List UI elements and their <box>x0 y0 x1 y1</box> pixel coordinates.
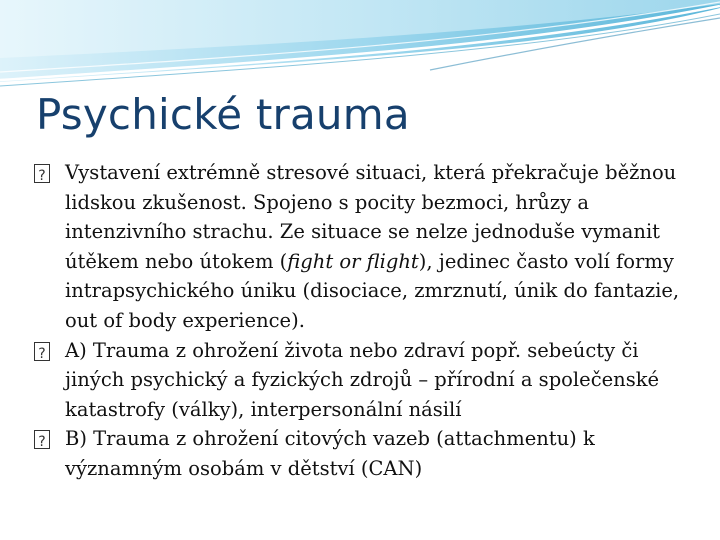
bullet-text: A) Trauma z ohrožení života nebo zdraví popř. sebeúcty či jiných psychický a fyzických zdrojů – přírodní a společenské katastrofy (války), interpersonální násilí <box>65 338 660 421</box>
bullet-text-italic: fight or flight <box>287 249 419 273</box>
bullet-item-type-b <box>34 424 694 483</box>
header-wave-decoration <box>0 0 720 90</box>
bullet-text-before: Vystavení extrémně stresové situaci, která překračuje běžnou lidskou zkušenost. Spojeno s pocity bezmoci, hrůzy a intenzivního strachu. Ze situace se nelze jednoduše vymanit útěkem nebo útokem ( <box>65 161 677 273</box>
bullet-item-type-a <box>34 336 694 425</box>
bullet-item-definition <box>34 158 694 336</box>
page-title: Psychické trauma <box>36 90 410 139</box>
missing-glyph-icon <box>34 342 50 361</box>
bullet-text: B) Trauma z ohrožení citových vazeb (attachmentu) k významným osobám v dětství (CAN) <box>65 427 595 480</box>
bullet-list <box>34 158 694 484</box>
missing-glyph-icon <box>34 430 50 449</box>
missing-glyph-icon <box>34 164 50 183</box>
bullet-text-after: ), jedinec často volí formy intrapsychického úniku (disociace, zmrznutí, únik do fantazie, out of body experience). <box>65 249 680 332</box>
